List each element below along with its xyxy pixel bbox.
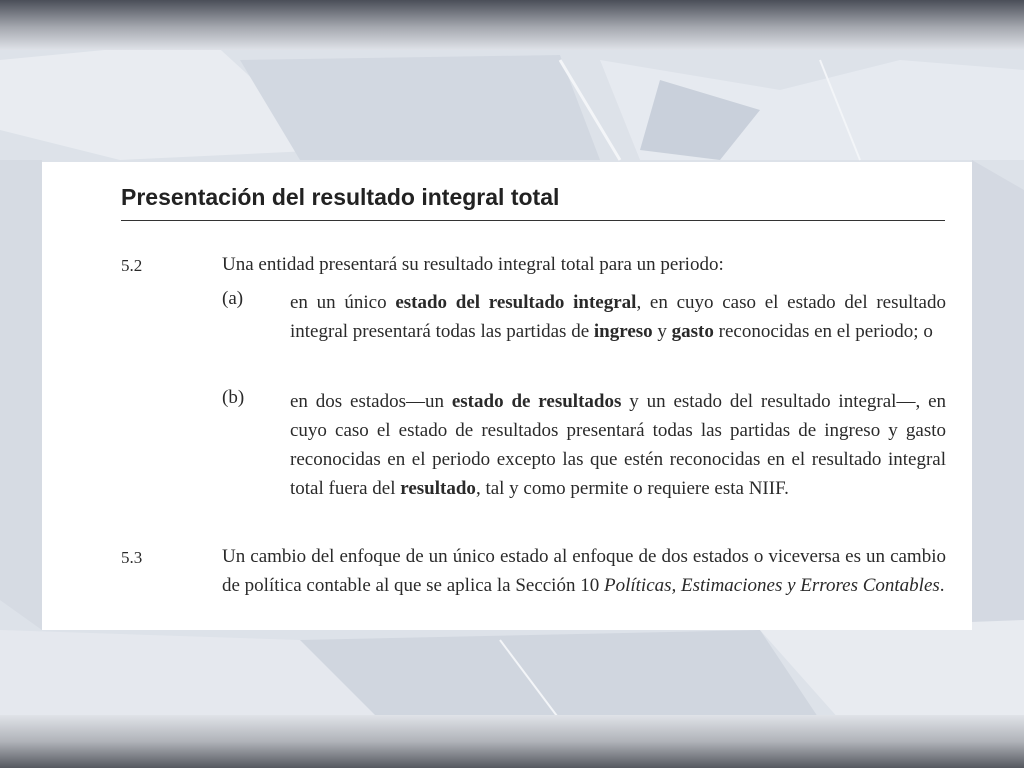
paragraph-5-3-text: Un cambio del enfoque de un único estado al enfoque de dos estados o viceversa es un cambio de política contable al que se aplica la Sección 10 Políticas, Estimaciones y Errores Contables. (222, 546, 946, 596)
item-a-label: (a) (222, 288, 244, 309)
section-heading: Presentación del resultado integral total (121, 182, 945, 221)
paragraph-number-5-3: 5.3 (121, 548, 143, 567)
item-b-label: (b) (222, 387, 245, 408)
document-excerpt (42, 162, 972, 630)
item-b-text: en dos estados—un estado de resultados y un estado del resultado integral—, en cuyo caso el estado de resultados presentará todas las partidas de ingreso y gasto reconocidas en el periodo excepto las que estén reconocidas en el resultado integral total fuera del resultado, tal y como permite o requiere esta NIIF. (290, 391, 947, 499)
item-a-text: en un único estado del resultado integral, en cuyo caso el estado del resultado integral presentará todas las partidas de ingreso y gasto reconocidas en el periodo; o (290, 292, 946, 342)
paragraph-5-2-lead: Una entidad presentará su resultado integral total para un periodo: (222, 254, 724, 275)
paragraph-number-5-2: 5.2 (121, 256, 143, 275)
